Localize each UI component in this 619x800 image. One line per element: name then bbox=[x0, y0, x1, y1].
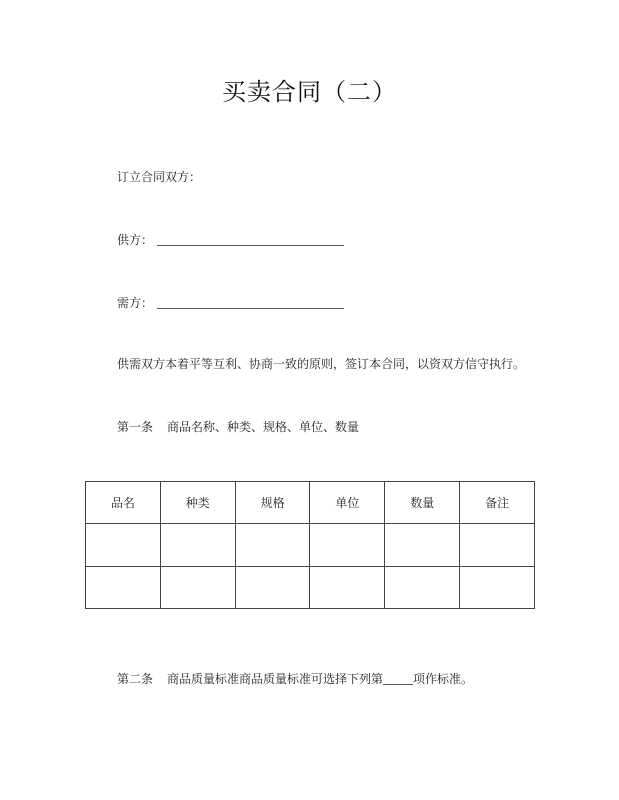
table-row bbox=[86, 524, 535, 566]
principle-text: 供需双方本着平等互利、协商一致的原则，签订本合同，以资双方信守执行。 bbox=[117, 357, 526, 371]
buyer-field[interactable] bbox=[157, 296, 344, 309]
buyer-line bbox=[117, 294, 344, 311]
table-cell[interactable] bbox=[86, 524, 161, 566]
article2-blank-field[interactable] bbox=[383, 673, 413, 685]
parties-intro: 订立合同双方： bbox=[117, 170, 202, 184]
table-cell[interactable] bbox=[86, 566, 161, 608]
table-header-row bbox=[86, 482, 535, 524]
table-cell[interactable] bbox=[385, 566, 460, 608]
document-title: 买卖合同（二） bbox=[222, 78, 397, 106]
goods-table bbox=[85, 481, 535, 609]
table-cell[interactable] bbox=[160, 524, 235, 566]
header-cell: 备注 bbox=[460, 482, 535, 524]
supplier-line bbox=[117, 231, 344, 248]
article2-text-after: 项作标准。 bbox=[413, 672, 474, 686]
header-cell: 规格 bbox=[235, 482, 310, 524]
supplier-label: 供方： bbox=[117, 233, 154, 247]
article1-title: 商品名称、种类、规格、单位、数量 bbox=[167, 420, 360, 434]
article2-line bbox=[117, 670, 473, 687]
table-cell[interactable] bbox=[235, 524, 310, 566]
header-cell: 种类 bbox=[160, 482, 235, 524]
table-cell[interactable] bbox=[160, 566, 235, 608]
table-row bbox=[86, 566, 535, 608]
article1-number: 第一条 bbox=[117, 420, 154, 434]
article1-heading bbox=[117, 418, 359, 435]
header-cell: 单位 bbox=[310, 482, 385, 524]
header-cell: 品名 bbox=[86, 482, 161, 524]
table-cell[interactable] bbox=[460, 524, 535, 566]
table-cell[interactable] bbox=[310, 566, 385, 608]
header-cell: 数量 bbox=[385, 482, 460, 524]
table-cell[interactable] bbox=[235, 566, 310, 608]
table-cell[interactable] bbox=[310, 524, 385, 566]
article2-text-before: 商品质量标准商品质量标准可选择下列第 bbox=[167, 672, 384, 686]
supplier-field[interactable] bbox=[157, 233, 344, 246]
buyer-label: 需方： bbox=[117, 296, 154, 310]
table-cell[interactable] bbox=[460, 566, 535, 608]
table-cell[interactable] bbox=[385, 524, 460, 566]
article2-number: 第二条 bbox=[117, 672, 154, 686]
